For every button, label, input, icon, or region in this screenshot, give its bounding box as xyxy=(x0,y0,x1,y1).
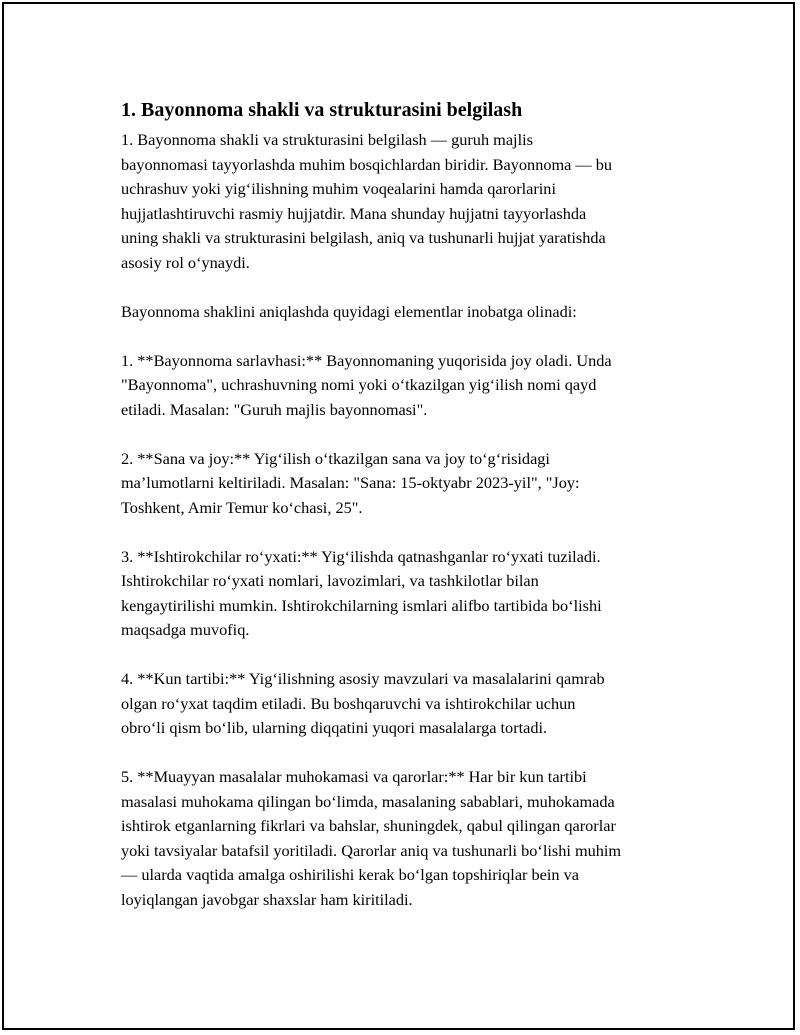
text-line: hujjatlashtiruvchi rasmiy hujjatdir. Mana shunday hujjatni tayyorlashda xyxy=(121,203,587,223)
text-line: Toshkent, Amir Temur ko‘chasi, 25". xyxy=(121,497,363,517)
text-line: Ishtirokchilar ro‘yxati nomlari, lavozimlari, va tashkilotlar bilan xyxy=(121,571,539,590)
text-line: yoki tavsiyalar batafsil yoritiladi. Qarorlar aniq va tushunarli bo‘lishi muhim xyxy=(121,840,622,860)
text-line: etiladi. Masalan: "Guruh majlis bayonnomasi". xyxy=(121,399,428,419)
text-line: — ularda vaqtida amalga oshirilishi kerak bo‘lgan topshiriqlar bein va xyxy=(121,865,580,884)
paragraph-intro xyxy=(121,128,691,275)
paragraph-item-agenda xyxy=(121,667,691,741)
text-line: 5. **Muayyan masalalar muhokamasi va qarorlar:** Har bir kun tartibi xyxy=(121,767,587,786)
text-line: asosiy rol o‘ynaydi. xyxy=(121,252,250,272)
document-heading: 1. Bayonnoma shakli va strukturasini belgilash xyxy=(121,99,523,121)
text-line: uchrashuv yoki yig‘ilishning muhim voqealarini hamda qarorlarini xyxy=(121,179,556,198)
paragraph-elements-lead xyxy=(121,300,691,325)
text-line: Bayonnoma shaklini aniqlashda quyidagi elementlar inobatga olinadi: xyxy=(121,301,577,321)
paragraph-item-title xyxy=(121,349,691,423)
text-line: uning shakli va strukturasini belgilash, aniq va tushunarli hujjat yaratishda xyxy=(121,228,606,247)
text-line: ma’lumotlarni keltiriladi. Masalan: "Sana: 15-oktyabr 2023-yil", "Joy: xyxy=(121,473,580,492)
text-line: 2. **Sana va joy:** Yig‘ilish o‘tkazilgan sana va joy to‘g‘risidagi xyxy=(121,448,550,468)
paragraph-item-discussion xyxy=(121,765,691,912)
paragraph-item-participants xyxy=(121,545,691,643)
text-line: "Bayonnoma", uchrashuvning nomi yoki o‘tkazilgan yig‘ilish nomi qayd xyxy=(121,375,597,394)
text-line: 3. **Ishtirokchilar ro‘yxati:** Yig‘ilishda qatnashganlar ro‘yxati tuziladi. xyxy=(121,546,601,566)
paragraph-item-date-place xyxy=(121,447,691,521)
page-frame xyxy=(2,2,795,1030)
text-line: 1. **Bayonnoma sarlavhasi:** Bayonnomaning yuqorisida joy oladi. Unda xyxy=(121,350,612,370)
text-line: maqsadga muvofiq. xyxy=(121,620,250,639)
text-line: 1. Bayonnoma shakli va strukturasini belgilash — guruh majlis xyxy=(121,130,533,149)
text-line: ishtirok etganlarning fikrlari va bahslar, shuningdek, qabul qilingan qarorlar xyxy=(121,816,616,835)
text-line: loyiqlangan javobgar shaxslar ham kiritiladi. xyxy=(121,889,413,909)
text-line: kengaytirilishi mumkin. Ishtirokchilarning ismlari alifbo tartibida bo‘lishi xyxy=(121,595,602,615)
document-body xyxy=(121,96,691,937)
text-line: 4. **Kun tartibi:** Yig‘ilishning asosiy mavzulari va masalalarini qamrab xyxy=(121,669,605,688)
text-line: obro‘li qism bo‘lib, ularning diqqatini yuqori masalalarga tortadi. xyxy=(121,718,548,737)
text-line: olgan ro‘yxat taqdim etiladi. Bu boshqaruvchi va ishtirokchilar uchun xyxy=(121,693,576,713)
text-line: masalasi muhokama qilingan bo‘limda, masalaning sabablari, muhokamada xyxy=(121,791,615,811)
text-line: bayonnomasi tayyorlashda muhim bosqichlardan biridir. Bayonnoma — bu xyxy=(121,154,613,174)
